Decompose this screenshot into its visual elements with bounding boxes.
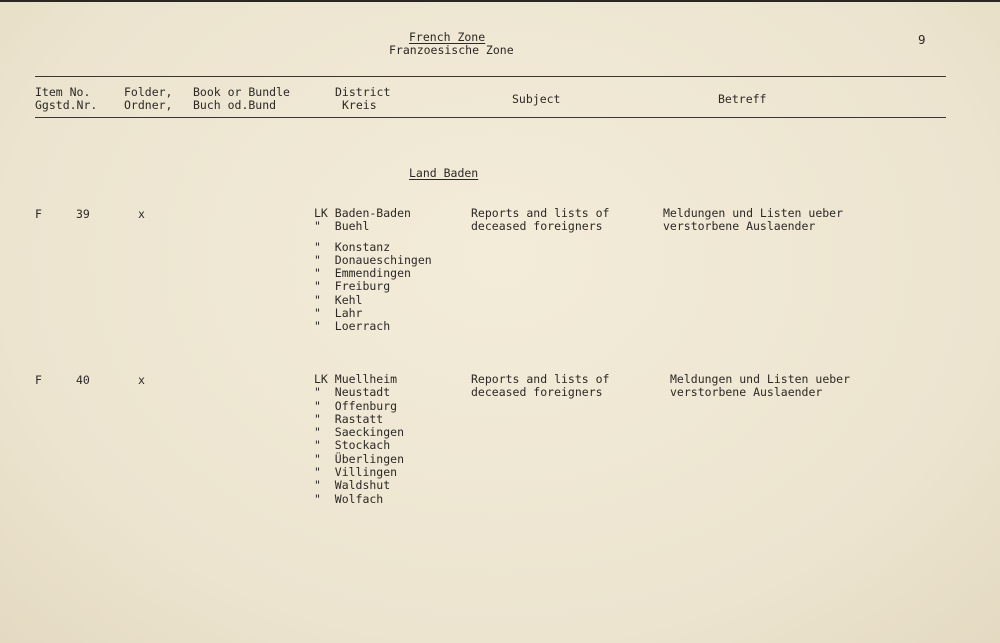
district-item: " Neustadt (314, 385, 391, 400)
subject-line: Reports and lists of (471, 372, 610, 386)
district-item: " Konstanz (314, 239, 391, 254)
col-betreff: Betreff (718, 92, 767, 106)
district-item: " Stockach (314, 438, 391, 453)
district-item: " Buehl (314, 219, 370, 234)
district-item: " Offenburg (314, 398, 398, 413)
district-item: " Waldshut (314, 478, 391, 493)
district-item: " Loerrach (314, 319, 391, 334)
col-subject: Subject (512, 92, 561, 106)
entry-folder-mark: x (138, 207, 145, 221)
betreff-line: verstorbene Auslaender (670, 385, 823, 400)
district-item: LK Muellheim (314, 372, 398, 386)
col-district-de: Kreis (342, 98, 377, 112)
col-folder-en: Folder, (124, 85, 173, 99)
subject-text (471, 207, 609, 234)
district-list (314, 207, 432, 334)
col-folder-de: Ordner, (124, 98, 173, 112)
page-number: 9 (918, 32, 926, 47)
subject-line: deceased foreigners (471, 385, 603, 400)
betreff-line: verstorbene Auslaender (663, 219, 816, 234)
betreff-line: Meldungen und Listen ueber (663, 206, 844, 220)
header-rule-bottom (35, 117, 946, 118)
betreff-line: Meldungen und Listen ueber (670, 372, 851, 386)
entry-prefix: F (35, 207, 42, 221)
entry-number: 40 (76, 373, 90, 387)
col-book-de: Buch od.Bund (193, 98, 277, 112)
district-item: " Villingen (314, 465, 398, 480)
zone-title-english: French Zone (409, 30, 486, 44)
col-item-de: Ggstd.Nr. (35, 98, 98, 112)
betreff-text (670, 373, 850, 400)
subject-text (471, 373, 609, 400)
header-rule-top (35, 76, 946, 77)
district-item: " Emmendingen (314, 266, 411, 281)
subject-line: Reports and lists of (471, 206, 610, 220)
entry-folder-mark: x (138, 373, 145, 387)
col-district-en: District (335, 85, 391, 99)
district-item: " Freiburg (314, 279, 391, 294)
district-item: " Überlingen (314, 451, 405, 466)
district-item: " Rastatt (314, 411, 384, 426)
subject-line: deceased foreigners (471, 219, 603, 234)
district-item: " Donaueschingen (314, 252, 432, 267)
district-item: " Kehl (314, 292, 363, 307)
betreff-text (663, 207, 843, 234)
district-item: " Lahr (314, 306, 363, 321)
col-item-en: Item No. (35, 85, 91, 99)
entry-prefix: F (35, 373, 42, 387)
entry-number: 39 (76, 207, 90, 221)
zone-title-german: Franzoesische Zone (389, 43, 514, 57)
district-item: " Saeckingen (314, 425, 405, 440)
district-item: LK Baden-Baden (314, 206, 411, 220)
col-book-en: Book or Bundle (193, 85, 290, 99)
document-page (0, 2, 1000, 643)
section-title: Land Baden (409, 166, 479, 180)
district-item: " Wolfach (314, 491, 384, 506)
district-list (314, 373, 404, 506)
